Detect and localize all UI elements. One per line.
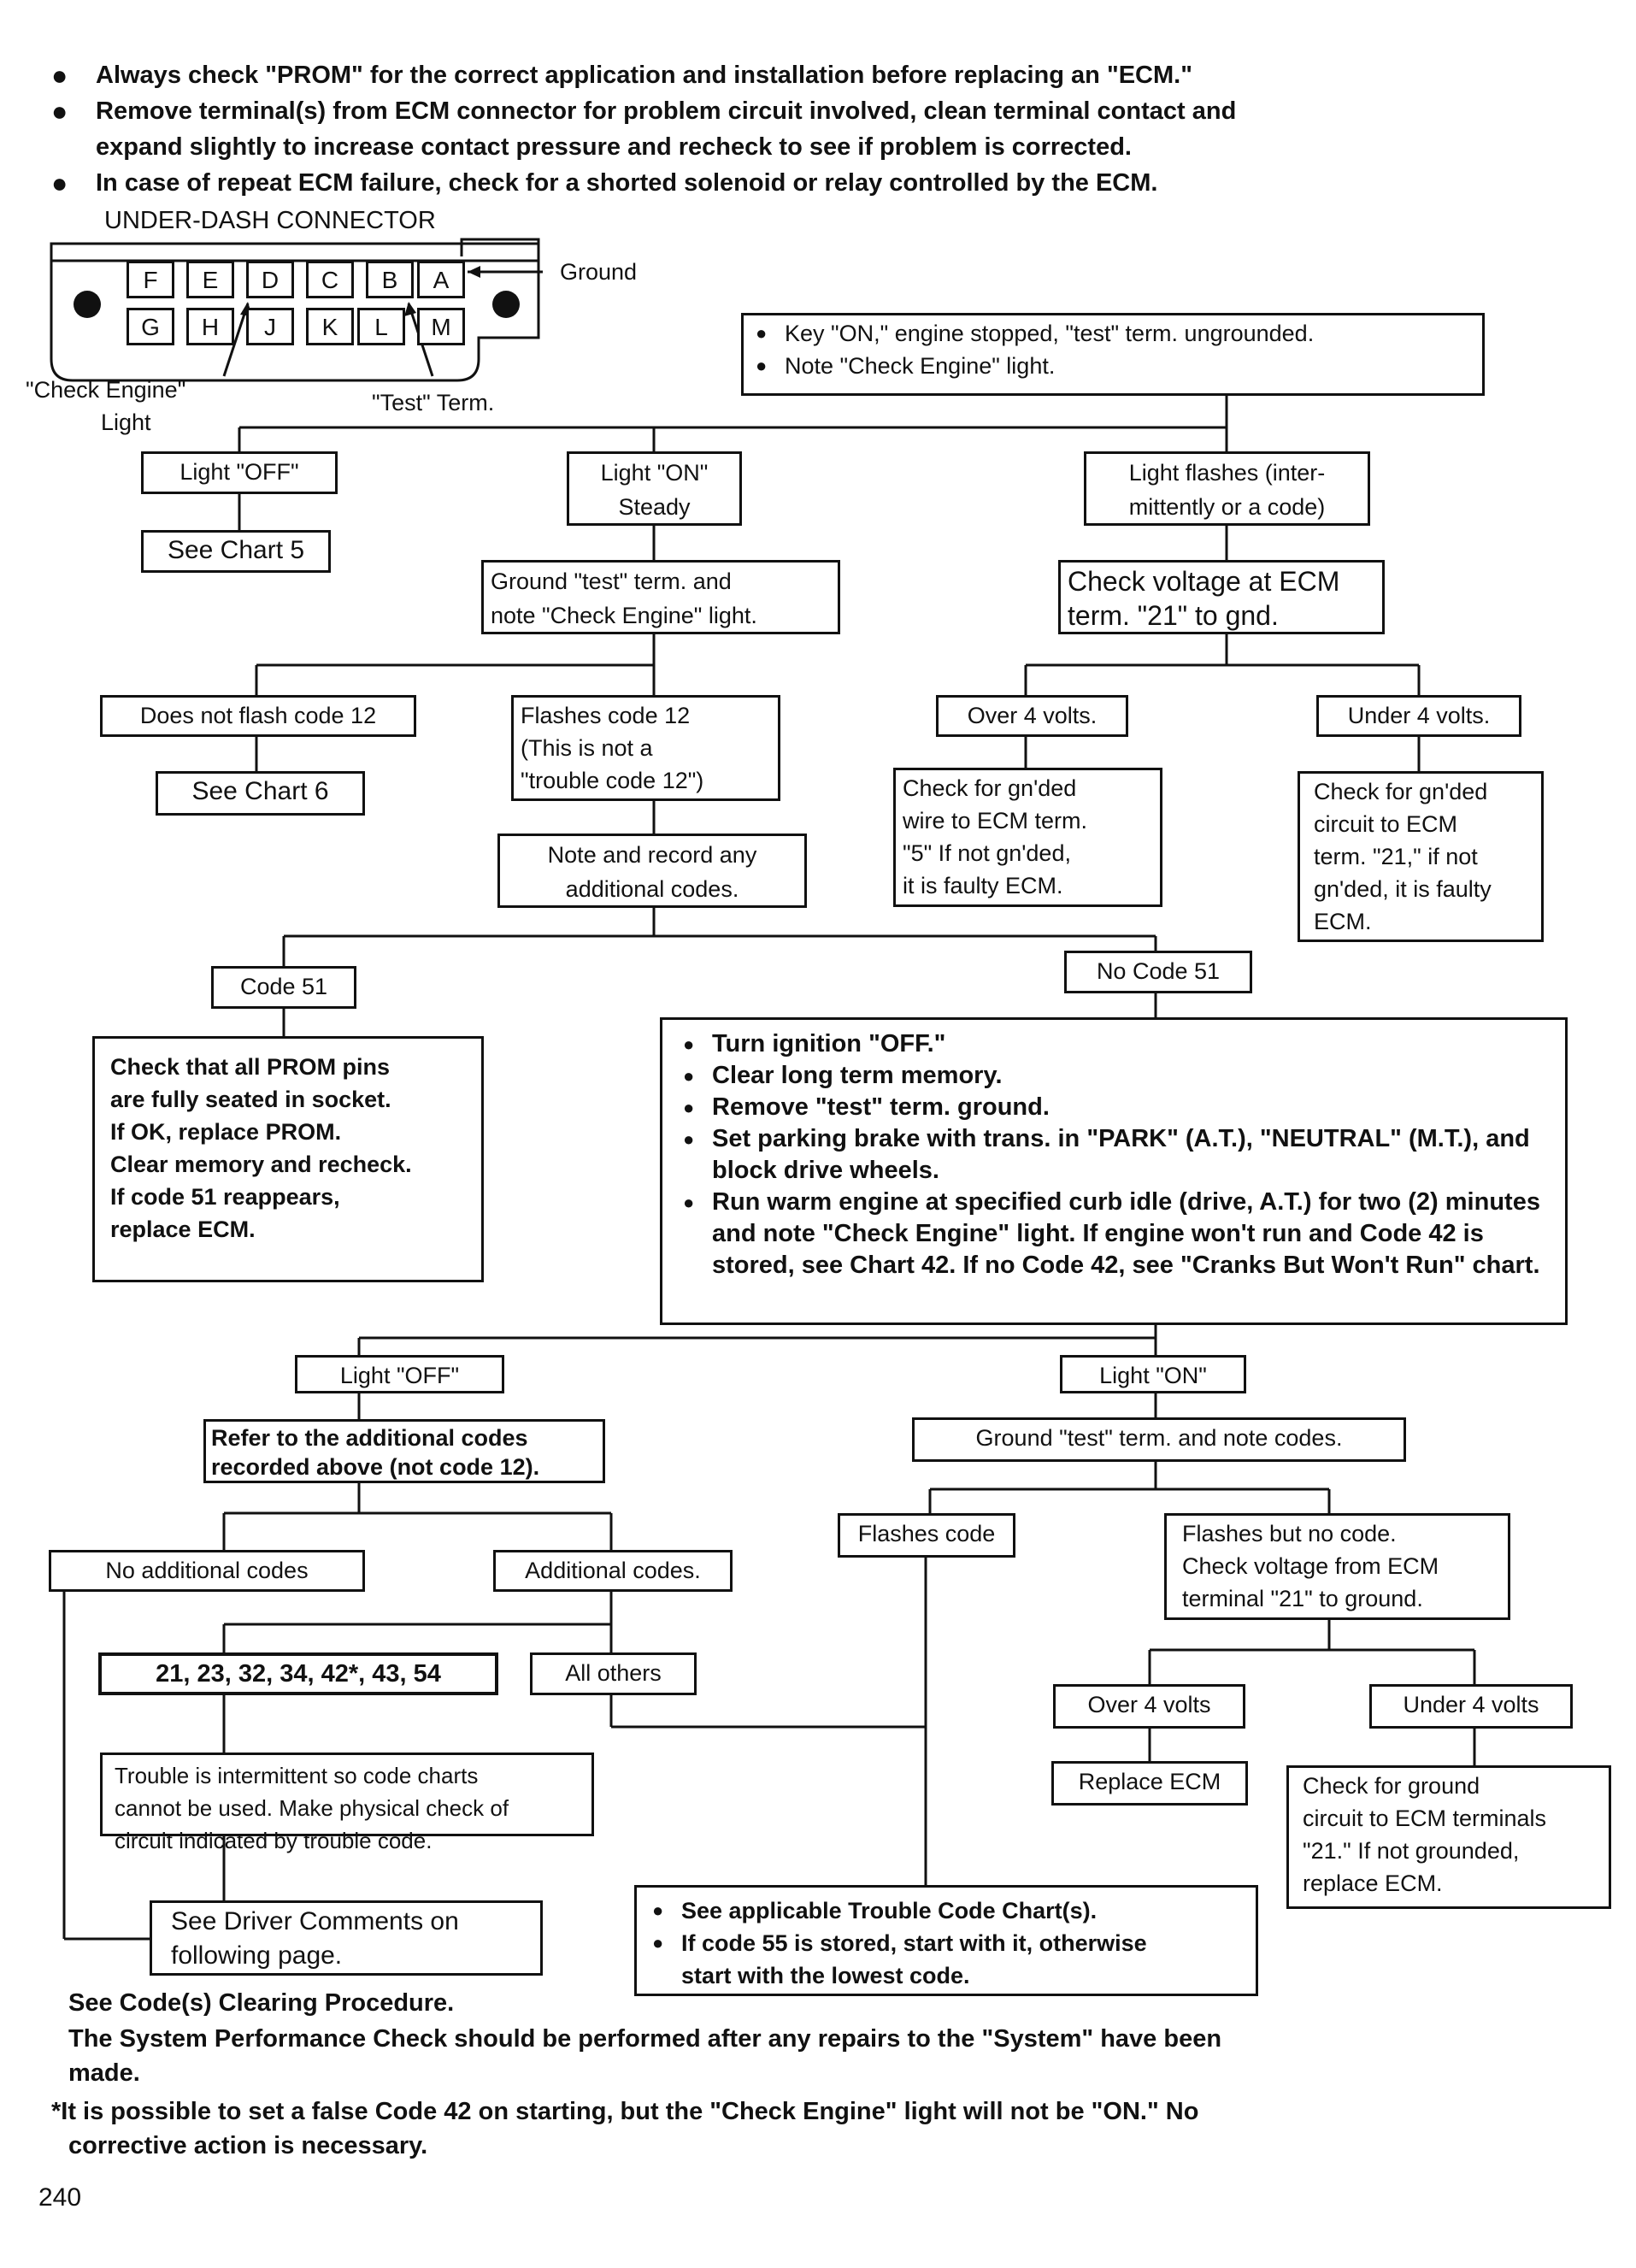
codes-list-text: 21, 23, 32, 34, 42*, 43, 54 bbox=[156, 1660, 441, 1688]
code-51-text: Code 51 bbox=[239, 974, 328, 999]
under-4-text: Under 4 volts. bbox=[1347, 703, 1491, 728]
prom-check-box bbox=[92, 1036, 484, 1282]
ground-test-box bbox=[481, 560, 840, 634]
see-chart-5-box bbox=[141, 530, 331, 573]
start-line-1: ● Key "ON," engine stopped, "test" term. ungrounded. bbox=[756, 317, 1475, 350]
start-line-2: ● Note "Check Engine" light. bbox=[756, 350, 1475, 382]
no-code-text-1: Flashes but no code. bbox=[1182, 1521, 1397, 1546]
ground-label: Ground bbox=[560, 259, 638, 285]
test-term-label: "Test" Term. bbox=[372, 390, 495, 415]
gnded21-text-4: gn'ded, it is faulty bbox=[1314, 876, 1492, 902]
flashes12-text-3: "trouble code 12") bbox=[521, 768, 704, 793]
connector-cell-d: D bbox=[246, 261, 294, 298]
flashes-text-1: Light flashes (inter- bbox=[1128, 460, 1326, 486]
note-record-box bbox=[497, 834, 807, 908]
connector-cell-e: E bbox=[186, 261, 234, 298]
note-record-text-2: additional codes. bbox=[565, 876, 739, 902]
no-additional-codes-box bbox=[49, 1550, 365, 1592]
connector-title: UNDER-DASH CONNECTOR bbox=[104, 207, 436, 234]
ground-circuit-text-1: Check for ground bbox=[1303, 1773, 1480, 1799]
does-not-flash-text: Does not flash code 12 bbox=[139, 703, 377, 728]
no-code-51-box bbox=[1064, 951, 1252, 993]
bullet-text: Remove terminal(s) from ECM connector for problem circuit involved, clean terminal contact and bbox=[96, 97, 1237, 125]
applicable-text-3: start with the lowest code. bbox=[681, 1963, 970, 1988]
connector-tab bbox=[462, 239, 538, 256]
connector-cell-c: C bbox=[306, 261, 354, 298]
bullet-text: Always check "PROM" for the correct application and installation before replacing an "ECM." bbox=[96, 62, 1192, 89]
bullet-text: In case of repeat ECM failure, check for a shorted solenoid or relay controlled by the ECM. bbox=[96, 169, 1158, 197]
no-code-text-3: terminal "21" to ground. bbox=[1182, 1586, 1423, 1611]
over-4-text: Over 4 volts. bbox=[967, 703, 1098, 728]
driver-text-1: See Driver Comments on bbox=[171, 1907, 459, 1935]
procedure-steps-box bbox=[660, 1017, 1568, 1325]
flashes-code-text: Flashes code bbox=[857, 1521, 996, 1546]
connector-left-pin bbox=[74, 291, 101, 318]
gnded5-text-3: "5" If not gn'ded, bbox=[903, 840, 1071, 866]
light-on-text: Light "ON" bbox=[600, 460, 709, 486]
flashes-no-code-box bbox=[1164, 1513, 1510, 1620]
intermittent-text-2: cannot be used. Make physical check of bbox=[115, 1795, 509, 1821]
applicable-text-1: ● See applicable Trouble Code Chart(s). bbox=[652, 1894, 1245, 1927]
refer-text-1: Refer to the additional codes bbox=[211, 1425, 528, 1451]
over-4-volts-box bbox=[936, 695, 1128, 737]
start-box bbox=[741, 313, 1485, 396]
ground-note-codes-box bbox=[912, 1417, 1406, 1462]
connector-cell-b: B bbox=[366, 261, 414, 298]
connector-cell-g: G bbox=[127, 308, 174, 345]
no-additional-text: No additional codes bbox=[105, 1558, 309, 1583]
connector-cell-j: J bbox=[246, 308, 294, 345]
prom-text-2: are fully seated in socket. bbox=[110, 1087, 391, 1112]
driver-text-2: following page. bbox=[171, 1941, 343, 1970]
refer-text-2: recorded above (not code 12). bbox=[211, 1454, 540, 1480]
connector-housing bbox=[51, 244, 538, 380]
step-1: ● Turn ignition "OFF." bbox=[683, 1028, 1550, 1060]
bullet-dot: ● bbox=[51, 96, 68, 127]
intermittent-text-1: Trouble is intermittent so code charts bbox=[115, 1763, 479, 1788]
connector-right-pin bbox=[492, 291, 520, 318]
step-3: ● Remove "test" term. ground. bbox=[683, 1092, 1550, 1123]
check-gnded-21-box bbox=[1298, 771, 1544, 942]
check-voltage-text-1: Check voltage at ECM bbox=[1068, 566, 1340, 597]
steady-text: Steady bbox=[618, 494, 691, 520]
all-others-box bbox=[530, 1652, 697, 1695]
connector-cell-f: F bbox=[127, 261, 174, 298]
driver-comments-box bbox=[150, 1900, 543, 1976]
flashes-code-box bbox=[838, 1513, 1015, 1558]
no-code-51-text: No Code 51 bbox=[1096, 958, 1221, 984]
ground-arrowhead bbox=[468, 266, 480, 278]
bullet-dot: ● bbox=[51, 60, 68, 91]
gnded21-text-3: term. "21," if not bbox=[1314, 844, 1478, 869]
replace-ecm-box bbox=[1051, 1761, 1248, 1806]
bullet-dot: ● bbox=[51, 168, 68, 198]
footer-performance-1: The System Performance Check should be performed after any repairs to the "System" have been bbox=[68, 2025, 1222, 2053]
intermittent-box bbox=[100, 1753, 594, 1853]
check-engine-label: "Check Engine" bbox=[26, 377, 186, 403]
gnded21-text-1: Check for gn'ded bbox=[1314, 779, 1488, 804]
under-4-volts-box bbox=[1316, 695, 1521, 737]
step-5: ● Run warm engine at specified curb idle (drive, A.T.) for two (2) minutes and note "Check Engine" light. If engine won't run and Code 42 is stored, see Chart 42. If no Code 42, see "Cranks But Won't Run" chart. bbox=[683, 1187, 1550, 1281]
prom-text-1: Check that all PROM pins bbox=[110, 1054, 391, 1080]
refer-codes-box bbox=[203, 1419, 605, 1483]
prom-text-6: replace ECM. bbox=[110, 1216, 256, 1242]
test-term-arrowhead bbox=[404, 302, 416, 316]
ground-circuit-box bbox=[1286, 1765, 1611, 1909]
ground-circuit-text-3: "21." If not grounded, bbox=[1303, 1838, 1520, 1864]
does-not-flash-box bbox=[100, 695, 416, 737]
see-chart-6-text: See Chart 6 bbox=[191, 777, 329, 805]
gnded5-text-1: Check for gn'ded bbox=[903, 775, 1077, 801]
connector-cell-l: L bbox=[357, 308, 405, 345]
page-number: 240 bbox=[38, 2183, 82, 2212]
over-4-volts-b-box bbox=[1053, 1684, 1245, 1729]
footer-asterisk-2: corrective action is necessary. bbox=[68, 2132, 428, 2159]
applicable-text-2: ● If code 55 is stored, start with it, otherwise bbox=[652, 1927, 1245, 1959]
flashes12-text-1: Flashes code 12 bbox=[521, 703, 691, 728]
light-off-box bbox=[141, 451, 338, 494]
flashes-text-2: mittently or a code) bbox=[1128, 494, 1326, 520]
prom-text-4: Clear memory and recheck. bbox=[110, 1152, 412, 1177]
ground-circuit-text-4: replace ECM. bbox=[1303, 1870, 1443, 1896]
ground-test-text-2: note "Check Engine" light. bbox=[491, 603, 757, 628]
ground-circuit-text-2: circuit to ECM terminals bbox=[1303, 1806, 1547, 1831]
light-off-text: Light "OFF" bbox=[179, 459, 299, 485]
gnded5-text-2: wire to ECM term. bbox=[903, 808, 1088, 834]
footer-asterisk-1: *It is possible to set a false Code 42 on starting, but the "Check Engine" light will not be "ON." No bbox=[51, 2098, 1199, 2125]
gnded21-text-2: circuit to ECM bbox=[1314, 811, 1458, 837]
step-4: ● Set parking brake with trans. in "PARK" (A.T.), "NEUTRAL" (M.T.), and block drive wheels. bbox=[683, 1123, 1550, 1187]
intermittent-text-3: circuit indicated by trouble code. bbox=[115, 1828, 433, 1853]
connector-cell-k: K bbox=[306, 308, 354, 345]
connector-cell-m: M bbox=[417, 308, 465, 345]
light-on-steady-box bbox=[567, 451, 742, 526]
codes-list-box bbox=[98, 1652, 498, 1695]
under-4-b-text: Under 4 volts bbox=[1403, 1692, 1539, 1717]
additional-text: Additional codes. bbox=[525, 1558, 701, 1583]
footer-performance-2: made. bbox=[68, 2059, 140, 2087]
light-off-2-text: Light "OFF" bbox=[339, 1363, 460, 1388]
no-code-text-2: Check voltage from ECM bbox=[1182, 1553, 1439, 1579]
bullet-text: expand slightly to increase contact pressure and recheck to see if problem is corrected. bbox=[96, 133, 1132, 161]
flashes12-text-2: (This is not a bbox=[521, 735, 653, 761]
prom-text-3: If OK, replace PROM. bbox=[110, 1119, 342, 1145]
light-off-2-box bbox=[295, 1355, 504, 1393]
light-on-3-text: Light "ON" bbox=[1099, 1363, 1207, 1388]
all-others-text: All others bbox=[565, 1660, 662, 1686]
note-record-text-1: Note and record any bbox=[547, 842, 757, 868]
light-on-3-box bbox=[1060, 1355, 1246, 1393]
code-51-box bbox=[211, 966, 356, 1009]
ground-note-codes-text: Ground "test" term. and note codes. bbox=[975, 1425, 1343, 1451]
connector-cell-a: A bbox=[417, 261, 465, 298]
gnded5-text-4: it is faulty ECM. bbox=[903, 873, 1063, 898]
light-flashes-box bbox=[1084, 451, 1370, 526]
connector-cell-h: H bbox=[186, 308, 234, 345]
under-4-volts-b-box bbox=[1369, 1684, 1573, 1729]
over-4-b-text: Over 4 volts bbox=[1087, 1692, 1211, 1717]
step-2: ● Clear long term memory. bbox=[683, 1060, 1550, 1092]
applicable-chart-box bbox=[634, 1885, 1258, 1996]
check-voltage-box bbox=[1058, 560, 1385, 634]
check-voltage-text-2: term. "21" to gnd. bbox=[1068, 600, 1279, 631]
replace-ecm-text: Replace ECM bbox=[1078, 1769, 1221, 1794]
ground-test-text-1: Ground "test" term. and bbox=[491, 568, 732, 594]
see-chart-6-box bbox=[156, 771, 365, 816]
additional-codes-box bbox=[493, 1550, 733, 1592]
check-gnded-5-box bbox=[893, 768, 1162, 907]
check-engine-label-light: Light bbox=[101, 409, 151, 435]
footer-clearing: See Code(s) Clearing Procedure. bbox=[68, 1989, 455, 2017]
prom-text-5: If code 51 reappears, bbox=[110, 1184, 340, 1210]
flashes-12-box bbox=[511, 695, 780, 801]
see-chart-5-text: See Chart 5 bbox=[167, 536, 305, 564]
gnded21-text-5: ECM. bbox=[1314, 909, 1372, 934]
